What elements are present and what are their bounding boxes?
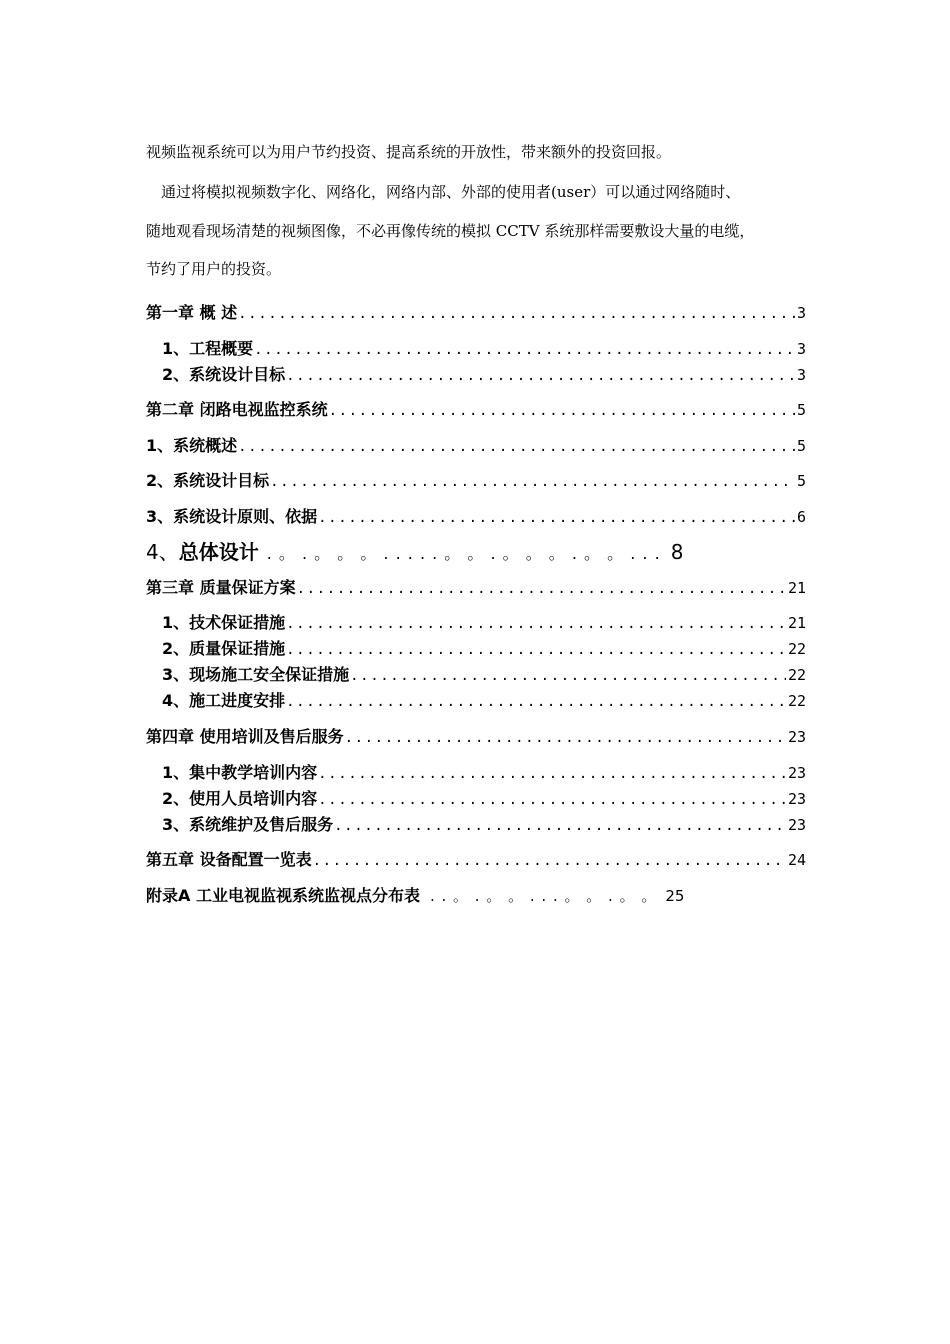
- toc-entry-appendix-a[interactable]: [146, 886, 684, 906]
- toc-entry-title: 附录A 工业电视监视系统监视点分布表: [146, 886, 420, 905]
- toc-leader-dots: [317, 508, 795, 528]
- toc-entry-title: 2、使用人员培训内容: [162, 789, 318, 808]
- toc-entry-title: 第一章 概 述: [146, 303, 238, 322]
- toc-leader-dots: [312, 851, 786, 871]
- toc-entry-section[interactable]: [162, 365, 806, 386]
- toc-entry-section[interactable]: [162, 789, 806, 810]
- toc-leader-dots: [285, 640, 786, 660]
- toc-entry-page: 3: [796, 304, 806, 322]
- toc-entry-chapter-2[interactable]: [146, 400, 806, 421]
- toc-entry-title: 第四章 使用培训及售后服务: [146, 727, 344, 746]
- toc-entry-title: 第五章 设备配置一览表: [146, 850, 312, 869]
- toc-leader-dots: [285, 692, 786, 712]
- toc-entry-page: 5: [796, 437, 806, 455]
- toc-entry-page: 21: [787, 579, 806, 597]
- toc-entry-page: 5: [796, 472, 806, 490]
- toc-leader-dots: . . 。 . 。 。 . . . 。 。 . 。 。: [429, 887, 658, 905]
- toc-entry-section[interactable]: [146, 507, 806, 528]
- toc-entry-title: 总体设计: [178, 540, 259, 564]
- toc-entry-section[interactable]: [146, 471, 806, 492]
- intro-paragraph-line: 视频监视系统可以为用户节约投资、提高系统的开放性，带来额外的投资回报。: [146, 143, 672, 161]
- toc-entry-section[interactable]: [162, 613, 806, 634]
- toc-entry-page: 22: [787, 640, 806, 658]
- toc-entry-page: 3: [796, 340, 806, 358]
- toc-leader-dots: [333, 816, 786, 836]
- toc-entry-title: 2、系统设计目标: [146, 471, 270, 490]
- toc-entry-number: 4、: [146, 540, 179, 564]
- toc-entry-chapter-1[interactable]: [146, 303, 806, 324]
- toc-leader-dots: [237, 304, 795, 324]
- toc-entry-section[interactable]: [162, 639, 806, 660]
- toc-entry-section[interactable]: [162, 691, 806, 712]
- toc-leader-dots: [285, 614, 786, 634]
- toc-entry-page: 21: [787, 614, 806, 632]
- toc-entry-page: 3: [796, 366, 806, 384]
- toc-entry-title: 1、系统概述: [146, 436, 238, 455]
- toc-entry-overall-design[interactable]: [146, 540, 683, 566]
- toc-entry-page: 8: [670, 540, 684, 564]
- intro-paragraph-line: 节约了用户的投资。: [146, 260, 282, 278]
- toc-leader-dots: [349, 666, 786, 686]
- toc-entry-section[interactable]: [146, 436, 806, 457]
- toc-leader-dots: [237, 437, 795, 457]
- toc-leader-dots: . 。 . 。 。 。 . . . . . 。 。 . 。 。 。 . 。 。 . . .: [266, 544, 667, 563]
- toc-entry-title: 3、系统设计原则、依据: [146, 507, 318, 526]
- toc-entry-page: 5: [796, 401, 806, 419]
- toc-entry-section[interactable]: [162, 665, 806, 686]
- toc-entry-section[interactable]: [162, 339, 806, 360]
- toc-entry-section[interactable]: [162, 763, 806, 784]
- toc-entry-page: 23: [787, 816, 806, 834]
- toc-entry-chapter-5[interactable]: [146, 850, 806, 871]
- toc-leader-dots: [328, 401, 795, 421]
- toc-leader-dots: [269, 472, 795, 492]
- toc-entry-section[interactable]: [162, 815, 806, 836]
- toc-entry-title: 1、技术保证措施: [162, 613, 286, 632]
- toc-leader-dots: [317, 764, 786, 784]
- intro-paragraph-line: 随地观看现场清楚的视频图像，不必再像传统的模拟 CCTV 系统那样需要敷设大量的电缆，: [146, 222, 755, 240]
- intro-paragraph-line: 通过将模拟视频数字化、网络化，网络内部、外部的使用者(user）可以通过网络随时、: [146, 183, 741, 201]
- toc-entry-title: 3、系统维护及售后服务: [162, 815, 334, 834]
- toc-entry-page: 23: [787, 764, 806, 782]
- toc-entry-page: 6: [796, 508, 806, 526]
- toc-entry-title: 2、质量保证措施: [162, 639, 286, 658]
- toc-entry-title: 4、施工进度安排: [162, 691, 286, 710]
- toc-entry-page: 23: [787, 728, 806, 746]
- toc-entry-title: 第三章 质量保证方案: [146, 578, 296, 597]
- toc-entry-page: 22: [787, 692, 806, 710]
- toc-entry-chapter-3[interactable]: [146, 578, 806, 599]
- toc-entry-page: 23: [787, 790, 806, 808]
- toc-leader-dots: [253, 340, 795, 360]
- toc-entry-title: 1、集中教学培训内容: [162, 763, 318, 782]
- toc-entry-title: 1、工程概要: [162, 339, 254, 358]
- toc-entry-chapter-4[interactable]: [146, 727, 806, 748]
- toc-entry-page: 24: [787, 851, 806, 869]
- toc-entry-title: 第二章 闭路电视监控系统: [146, 400, 328, 419]
- toc-leader-dots: [285, 366, 795, 386]
- toc-leader-dots: [344, 728, 786, 748]
- toc-leader-dots: [296, 579, 786, 599]
- toc-leader-dots: [317, 790, 786, 810]
- toc-entry-page: 22: [787, 666, 806, 684]
- toc-entry-title: 2、系统设计目标: [162, 365, 286, 384]
- toc-entry-page: 25: [665, 887, 685, 905]
- toc-entry-title: 3、现场施工安全保证措施: [162, 665, 350, 684]
